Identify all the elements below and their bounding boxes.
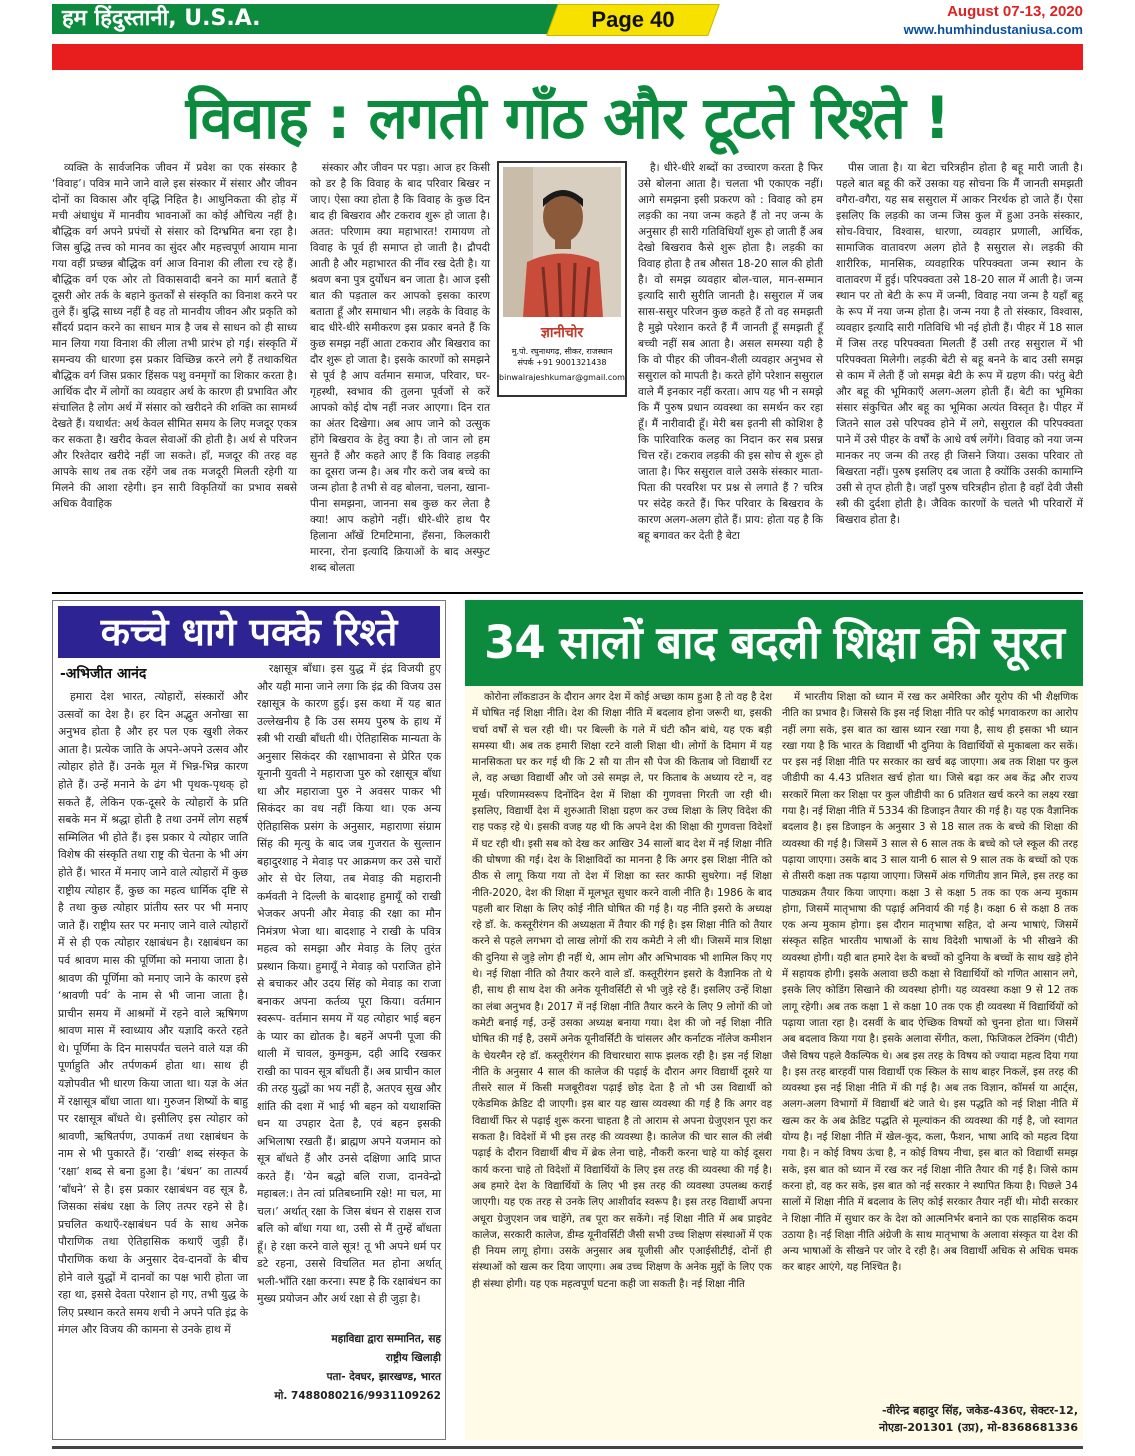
article3-sig-line1: -वीरेन्द्र बहादुर सिंह, जकेड-436ए, सेक्टर-12,	[881, 1404, 1078, 1417]
author-address: मु.पो. रघुनाथगढ़, सीकर, राजस्थान	[511, 347, 613, 356]
article2-col2	[257, 660, 441, 1305]
author-address-contact	[499, 346, 625, 368]
main-headline: विवाह : लगती गाँठ और टूटते रिश्ते !	[185, 84, 950, 152]
article3-headline: 34 सालों बाद बदली शिक्षा की सूरत	[465, 600, 1083, 686]
main-col2-text: संस्कार और जीवन पर पड़ा। आज हर किसी को डर है कि विवाह के बाद परिवार बिखर न जाए। ऐसा क्या होता है कि विवाह के कुछ दिन बाद ही बिखराव और टकराव शुरू हो जाता है। अतत: परिणाम क्या महाभारत! रामायण तो विवाह के पूर्व ही समाप्त हो जाती है। द्रौपदी आती है और महाभारत की नींव रख देती है। या श्रवण बना पुत्र दुर्योधन बन जाता है। आज इसी बात की पड़ताल कर आपको इसका कारण बताता हूँ और समाधान भी। लड़के के विवाह के बाद धीरे-धीरे समीकरण इस प्रकार बनते हैं कि कुछ समझ नहीं आता टकराव और बिखराव का दौर शुरू हो जाता है। इसके कारणों को समझने से पूर्व है आप वर्तमान समाज, परिवार, घर-गृहस्थी, स्वभाव की तुलना पूर्वजों से करें आपको कोई दोष नहीं नजर आएगा। दिन रात का अंतर दिखेगा। अब आप जाने को उत्सुक होंगे बिखराव के हेतु क्या है। तो जान लो हम सुनते हैं और कहते आए हैं कि विवाह लड़की का दूसरा जन्म है। अब गौर करो जब बच्चे का जन्म होता है तभी से वह बोलना, चलना, खाना-पीना समझना, जानना सब कुछ कर लेता है क्या! आप कहोगे नहीं। धीरे-धीरे हाथ पैर हिलाना आँखें टिमटिमाना, हँसना, किलकारी मारना, रोना इत्यादि क्रियाओं के बाद अस्फुट शब्द बोलता	[310, 162, 490, 574]
main-article-col2	[310, 160, 490, 588]
author-contact: संपर्क +91 9001321438	[517, 358, 607, 367]
author-photo	[503, 167, 621, 317]
page-label: Page 40	[591, 7, 675, 32]
article3-col2	[782, 690, 1078, 1400]
article3-col1-text: कोरोना लॉकडाउन के दौरान अगर देश में कोई अच्छा काम हुआ है तो वह है देश में घोषित नई शिक्षा नीति। देश की शिक्षा नीति में बदलाव होना जरूरी था, इसकी चर्चा वर्षों से चल रही थी। पर बिल्ली के गले में घंटी कौन बांधे, यह एक बड़ी समस्या थी। अब तक हमारी शिक्षा रटने वाली शिक्षा थी। लोगों के दिमाग में यह मानसिकता घर कर गई थी कि 2 सौ या तीन सौ पेज की किताब जो विद्यार्थी रट ले, वह अच्छा विद्यार्थी और जो उसे समझ ले, पर किताब के अध्याय रटे न, वह मूर्ख। परिणामस्वरूप दिनोंदिन देश में शिक्षा की गुणवत्ता गिरती जा रही थी। इसलिए, विद्यार्थी देश में शुरुआती शिक्षा ग्रहण कर उच्च शिक्षा के लिए विदेश की राह पकड़ रहे थे। इसकी वजह यह थी कि अपने देश की शिक्षा की गुणवत्ता विदेशों में घट रही थी। इसी सब को देख कर आखिर 34 सालों बाद देश में नई शिक्षा नीति की घोषणा की गई। देश के शिक्षाविदों का मानना है कि अगर इस शिक्षा नीति को ठीक से लागू किया गया तो देश में शिक्षा का स्तर काफी सुधरेगा। नई शिक्षा नीति-2020, देश की शिक्षा में मूलभूत सुधार करने वाली नीति है। 1986 के बाद पहली बार शिक्षा के लिए कोई नीति घोषित की गई है। यह नीति इसरो के अध्यक्ष रहे डाॅ. के. कस्तूरीरंगन की अध्यक्षता में तैयार की गई है। इस शिक्षा नीति को तैयार करने से पहले लगभग दो लाख लोगों की राय कमेटी ने ली थी। जिसमें मात्र शिक्षा की दुनिया से जुड़े लोग ही नहीं थे, आम लोग और अभिभावक भी शामिल किए गए थे। नई शिक्षा नीति को तैयार करने वाले डाॅ. कस्तूरीरंगन इसरो के वैज्ञानिक तो थे ही, साथ ही साथ देश की अनेक यूनीवर्सिटी से भी जुड़े रहे हैं। इसलिए उन्हें शिक्षा का लंबा अनुभव है। 2017 में नई शिक्षा नीति तैयार करने के लिए 9 लोगों की जो कमेटी बनाई गई, उन्हें उसका अध्यक्ष बनाया गया। देश की जो नई शिक्षा नीति घोषित की गई है, उसमें अनेक यूनीवर्सिटी के चांसलर और कर्नाटक नॉलेज कमीशन के चेयरमैन रहे डाॅ. कस्तूरीरंगन की विचारधारा साफ झलक रही है। इस नई शिक्षा नीति के अनुसार 4 साल की कालेज की पढ़ाई के दौरान अगर विद्यार्थी दूसरे या तीसरे साल में किसी मजबूरीवश पढ़ाई छोड़ देता है तो भी उस विद्यार्थी को एकेडमिक क्रेडिट दी जाएगी। इस बार यह खास व्यवस्था की गई है कि अगर वह विद्यार्थी फिर से पढ़ाई शुरू करना चाहता है तो आराम से अपना ग्रेजुएशन पूरा कर सकता है। विदेशों में भी इस तरह की व्यवस्था है। कालेज की चार साल की लंबी पढ़ाई के दौरान विद्यार्थी बीच में ब्रेक लेना चाहे, नौकरी करना चाहे या कोई दूसरा कार्य करना चाहे तो विदेशों में विद्यार्थियों के लिए इस तरह की व्यवस्था की गई है। अब हमारे देश के विद्यार्थियों के लिए भी इस तरह की व्यवस्था उपलब्ध कराई जाएगी। यह एक तरह से उनके लिए आशीर्वाद स्वरूप है। इस तरह विद्यार्थी अपना अधूरा ग्रेजुएशन जब चाहेंगे, तब पूरा कर सकेंगे। नई शिक्षा नीति में अब प्राइवेट कालेज, सरकारी कालेज, डीम्ड यूनीवर्सिटी जैसी सभी उच्च शिक्षण संस्थाओं में एक ही नियम लागू होगा। उसके अनुसार अब यूजीसी और एआईसीटीई, दोनों ही संस्थाओं को खत्म कर दिया जाएगा। अब उच्च शिक्षण के अनेक मुद्दों के लिए एक ही संस्था होगी। यह एक महत्वपूर्ण घटना कही जा सकती है। नई शिक्षा नीति	[472, 692, 772, 1290]
section-divider	[52, 592, 1083, 594]
bottom-rule	[52, 1446, 1083, 1449]
paper-name: हम हिंदुस्तानी, U.S.A.	[52, 4, 572, 34]
article2-sig-line2: राष्ट्रीय खिलाड़ी	[385, 1352, 441, 1364]
main-article-col1	[52, 160, 297, 588]
article2-col1	[58, 688, 248, 1436]
article2-sig-line3: पता- देवघर, झारखण्ड, भारत	[326, 1371, 441, 1383]
author-email: binwalrajeshkumar@gmail.com	[499, 373, 625, 382]
red-banner	[52, 44, 1083, 70]
author-name: ज्ञानीचोर	[540, 325, 584, 341]
article2-sig-line1: महाविद्या द्वारा सम्मानित, सह	[331, 1333, 441, 1345]
main-col3-text: है। धीरे-धीरे शब्दों का उच्चारण करता है फिर उसे बोलना आता है। चलता भी एकाएक नहीं। आगे समझना इसी प्रकरण को : विवाह को हम लड़की का नया जन्म कहते हैं तो नए जन्म के अनुसार ही सारी गतिविधियाँ शुरू हो जाती हैं अब देखो बिखराव कैसे शुरू होता है। लड़की का विवाह होता है तब औसत 18-20 साल की होती है। वो समझ व्यवहार बोल-चाल, मान-सम्मान इत्यादि सारी सुरीति जानती है। ससुराल में जब सास-ससुर परिजन कुछ कहते हैं तो वह समझती है मुझे परेशान करते हैं मैं जानती हूँ समझती हूँ बच्ची नहीं सब आता है। असल समस्या यही है कि वो पीहर की जीवन-शैली व्यवहार अनुभव से ससुराल को मापती है। करते होंगे परेशान ससुराल वाले मैं इनकार नहीं करता। आप यह भी न समझे कि मैं पुरुष प्रधान व्यवस्था का समर्थन कर रहा हूँ। मैं नारीवादी हूँ। मेरी बस इतनी सी कोशिश है कि पारिवारिक कलह का निदान कर सब प्रसन्न चित्त रहें। टकराव लड़की की इस सोच से शुरू हो जाता है। फिर ससुराल वाले उसके संस्कार माता-पिता की परवरिश पर प्रश्न से लगाते हैं ? चरित्र पर संदेह करते हैं। फिर परिवार के बिखराव के कारण अलग-अलग होते हैं। प्राय: होता यह है कि बहू बगावत कर देती है बेटा	[638, 162, 823, 542]
issue-date: August 07-13, 2020	[947, 3, 1083, 20]
author-photo-box	[497, 161, 627, 397]
article2-sig-line4: मो. 7488080216/9931109262	[274, 1390, 441, 1402]
article3-sig-line2: नोएडा-201301 (उप्र), मो-8368681336	[879, 1421, 1078, 1434]
website-link[interactable]: www.humhindustaniusa.com	[903, 22, 1083, 37]
article3-col1	[472, 690, 772, 1436]
main-col1-text: व्यक्ति के सार्वजनिक जीवन में प्रवेश का एक संस्कार है ‘विवाह’। पवित्र माने जाने वाले इस संस्कार में संसार और जीवन दोनों का विकास और वृद्धि निहित है। आधुनिकता की होड़ में मची अंधाधुंध में मानवीय भावनाओं का कोई औचित्य नहीं है। बौद्धिक वर्ग अपने प्रपंचों से संसार को दिग्भ्रमित बना रहा है। जिस बुद्धि तत्त्व को मानव का सुंदर और महत्त्वपूर्ण आयाम माना गया वहीं प्रच्छन्न बौद्धिक वर्ग आज विनाश की लीला रच रहे हैं। बौद्धिक वर्ग एक ओर तो विकासवादी बनने का मार्ग बताते हैं दूसरी ओर तर्क के बहाने कुतर्कों से संस्कृति का विनाश करने पर तुले हैं। बुद्धि साध्य नहीं है वह तो मानवीय जीवन और प्रकृति को सौंदर्य प्रदान करने का साधन मात्र है जब से साधन को ही साध्य मान लिया गया विनाश की लीला तभी प्रारंभ हो गई। संस्कृति में समन्वय की धारणा इस प्रकार विच्छिन्न करने लगे हैं तथाकथित बौद्धिक वर्ग जिस प्रकार हिंसक पशु वनमृगों का शिकार करता है। आर्थिक दौर में लोगों का व्यवहार अर्थ के कारण ही प्रभावित और संचालित है लोग अर्थ में संसार को खरीदने की शक्ति का सामर्थ्य देखते हैं। यथार्थत: अर्थ केवल सीमित समय के लिए मजदूर एकत्र कर सकता है। खरीद केवल सेवाओं की होती है। अर्थ से परिजन और रिश्तेदार खरीदे नहीं जा सकते। हाँ, मजदूर की तरह वह आपके साथ तब तक रहेंगे जब तक मजदूरी मिलती रहेगी या मिलने की आशा रहेगी। इन सारी विकृतियों का प्रभाव सबसे अधिक वैवाहिक	[52, 162, 297, 510]
page-label-box	[546, 4, 720, 36]
article2-byline: -अभिजीत आनंद	[60, 666, 147, 682]
article3-col2-text: में भारतीय शिक्षा को ध्यान में रख कर अमेरिका और यूरोप की भी शैक्षणिक नीति का प्रभाव है। जिससे कि इस नई शिक्षा नीति पर कोई भगवाकरण का आरोप नहीं लगा सके, इस बात का खास ध्यान रखा गया है, साथ ही इसका भी ध्यान रखा गया है कि भारत के विद्यार्थी भी दुनिया के विद्यार्थियों से मुकाबला कर सकें। पर इस नई शिक्षा नीति पर सरकार का खर्च बढ़ जाएगा। अब तक शिक्षा पर कुल जीडीपी का 4.43 प्रतिशत खर्च होता था। जिसे बढ़ा कर अब केंद्र और राज्य सरकारें मिला कर शिक्षा पर कुल जीडीपी का 6 प्रतिशत खर्च करने का लक्ष्य रखा गया है। नई शिक्षा नीति में 5334 की डिजाइन तैयार की गई है। यह एक वैज्ञानिक बदलाव है। इस डिजाइन के अनुसार 3 से 18 साल तक के बच्चे की शिक्षा की व्यवस्था की गई है। जिसमें 3 साल से 6 साल तक के बच्चे को प्ले स्कूल की तरह पढ़ाया जाएगा। उसके बाद 3 साल यानी 6 साल से 9 साल तक के बच्चों को एक से तीसरी कक्षा तक पढ़ाया जाएगा। जिसमें अंक गणितीय ज्ञान मिले, इस तरह का पाठ्यक्रम तैयार किया जाएगा। कक्षा 3 से कक्षा 5 तक का एक अन्य मुकाम होगा, जिसमें मातृभाषा की पढ़ाई अनिवार्य की गई है। कक्षा 6 से कक्षा 8 तक एक अन्य मुकाम होगा। इस दौरान मातृभाषा सहित, दो अन्य भाषाएं, जिसमें संस्कृत सहित भारतीय भाषाओं के साथ विदेशी भाषाओं के भी सीखने की व्यवस्था होगी। यही बात हमारे देश के बच्चों को दुनिया के बच्चों के साथ खड़े होने में सहायक होगी। इसके अलावा छठी कक्षा से विद्यार्थियों को गणित आसान लगे, इसके लिए कोडिंग सिखाने की व्यवस्था होगी। यह व्यवस्था कक्षा 9 से 12 तक लागू रहेगी। अब तक कक्षा 1 से कक्षा 10 तक एक ही व्यवस्था में विद्यार्थियों को पढ़ाया जाता रहा है। दसवीं के बाद ऐच्छिक विषयों को चुनना होता था। जिसमें अब बदलाव किया गया है। इसके अलावा सेंगीत, कला, फिजिकल टेक्निंग (पीटी) जैसे विषय पहले वैकल्पिक थे। अब इस तरह के विषय को ज्यादा महत्व दिया गया है। इस तरह बारहवीं पास विद्यार्थी एक स्किल के साथ बाहर निकलें, इस तरह की व्यवस्था इस नई शिक्षा नीति में की गई है। अब तक विज्ञान, कॉमर्स या आर्ट्स, अलग-अलग विभागों में विद्यार्थी बंटे जाते थे। इस पद्धति को नई शिक्षा नीति में खत्म कर के अब क्रेडिट पद्धति से मूल्यांकन की व्यवस्था की गई है, जो स्वागत योग्य है। नई शिक्षा नीति में खेल-कूद, कला, फैशन, भाषा आदि को महत्व दिया गया है। न कोई विषय ऊंचा है, न कोई विषय नीचा, इस बात को विद्यार्थी समझ सके, इस बात को ध्यान में रख कर नई शिक्षा नीति तैयार की गई है। जिसे काम करना हो, वह कर सके, इस बात को नई सरकार ने स्थापित किया है। पिछले 34 सालों में शिक्षा नीति में बदलाव के लिए कोई सरकार तैयार नहीं थी। मोदी सरकार ने शिक्षा नीति में सुधार कर के देश को आत्मनिर्भर बनाने का एक साहसिक कदम उठाया है। नई शिक्षा नीति अंग्रेजी के साथ मातृभाषा के अलावा संस्कृत या देश की अन्य भाषाओं के सीखने पर जोर दे रही है। अब विद्यार्थी अधिक से अधिक चमक कर बाहर आएंगे, यह निश्चित है।	[782, 692, 1078, 1274]
main-article-col4	[836, 160, 1083, 588]
main-col4-text: पीस जाता है। या बेटा चरित्रहीन होता है बहू मारी जाती है। पहले बात बहू की करें उसका यह सोचना कि मैं जानती समझती वगैरा-वगैरा, यह सब ससुराल में आकर निरर्थक हो जाते हैं। ऐसा इसलिए कि लड़की का जन्म जिस कुल में हुआ उनके संस्कार, सोच-विचार, विश्वास, धारणा, व्यवहार प्रणाली, आर्थिक, सामाजिक वातावरण अलग होते है ससुराल से। लड़की की शारीरिक, मानसिक, व्यवहारिक परिपक्वता जन्म स्थान के वातावरण में हुई। परिपक्वता उसे 18-20 साल में आती है। जन्म स्थान पर तो बेटी के रूप में जन्मी, विवाह नया जन्म है यहाँ बहू के रूप में नया जन्म होता है। जन्म नया है तो संस्कार, विश्वास, व्यवहार इत्यादि सारी गतिविधि भी नई होती हैं। पीहर में 18 साल में जिस तरह परिपक्वता मिलती हैं उसी तरह ससुराल में भी परिपक्वता मिलेगी। लड़की बेटी से बहू बनने के बाद उसी समझ से काम में लेती हैं जो समझ बेटी के रूप में ग्रहण की। परंतु बेटी और बहू की भूमिकाएँ अलग-अलग होती हैं। बेटी का भूमिका संसार संकुचित और बहू का भूमिका अत्यंत विस्तृत है। पीहर में जितने साल उसे परिपक्व होने में लगे, ससुराल की परिपक्वता पाने में उसे पीहर के वर्षों के आधे वर्ष लगेंगे। विवाह को नया जन्म मानकर नए जन्म की तरह ही जिसने जिया। उसका परिवार तो बिखरता नहीं। पुरुष इसलिए दब जाता है क्योंकि उसकी कामाग्नि उसी से तृप्त होती है। जहाँ पुरुष चरित्रहीन होता है वहाँ देवी जैसी स्त्री की दुर्दशा होती है। जैविक कारणों के चलते भी परिवारों में बिखराव होता है।	[836, 162, 1083, 526]
article2-col1-text: हमारा देश भारत, त्योहारों, संस्कारों और उत्सवों का देश है। हर दिन अद्भुत अनोखा सा अनुभव होता है और हर पल एक खुशी लेकर आता है। प्रत्येक जाति के अपने-अपने उत्सव और त्योहार होते हैं। उनके मूल में भिन्न-भिन्न कारण होते हैं। उन्हें मनाने के ढंग भी पृथक-पृथक् हो सकते हैं, लेकिन एक-दूसरे के त्योहारों के प्रति सबके मन में श्रद्धा होती है तथा उनमें लोग सहर्ष सम्मिलित भी होते हैं। इस प्रकार ये त्योहार जाति विशेष की संस्कृति तथा राष्ट्र की चेतना के भी अंग होते हैं। भारत में मनाए जाने वाले त्योहारों में कुछ राष्ट्रीय त्योहार हैं, कुछ का महत्व धार्मिक दृष्टि से है तथा कुछ त्योहार प्रांतीय स्तर पर भी मनाए जाते हैं। राष्ट्रीय स्तर पर मनाए जाने वाले त्योहारों में से ही एक त्योहार रक्षाबंधन है। रक्षाबंधन का पर्व श्रावण मास की पूर्णिमा को मनाया जाता है। श्रावण की पूर्णिमा को मनाए जाने के कारण इसे ‘श्रावणी पर्व’ के नाम से भी जाना जाता है। प्राचीन समय में आश्रमों में रहने वाले ऋषिगण श्रावण मास में स्वाध्याय और यज्ञादि करते रहते थे। पूर्णिमा के दिन मासपर्यंत चलने वाले यज्ञ की पूर्णाहुति और तर्पणकर्म होता था। साथ ही यज्ञोपवीत भी धारण किया जाता था। यज्ञ के अंत में रक्षासूत्र बाँधा जाता था। गुरुजन शिष्यों के बाहु पर रक्षासूत्र बाँधते थे। इसीलिए इस त्योहार को श्रावणी, ऋषितर्पण, उपाकर्म तथा रक्षाबंधन के नाम से भी पुकारते हैं। ‘राखी’ शब्द संस्कृत के ‘रक्षा’ शब्द से बना हुआ है। ‘बंधन’ का तात्पर्य ‘बाँधने’ से है। इस प्रकार रक्षाबंधन वह सूत्र है, जिसका संबंध रक्षा के लिए तत्पर रहने से है। प्रचलित कथाएँ-रक्षाबंधन पर्व के साथ अनेक पौराणिक तथा ऐतिहासिक कथाएँ जुड़ी हैं। पौराणिक कथा के अनुसार देव-दानवों के बीच होने वाले युद्धों में दानवों का पक्ष भारी होता जा रहा था, इससे देवता परेशान हो गए, तभी युद्ध के लिए प्रस्थान करते समय शची ने अपने पति इंद्र के मंगल और विजय की कामना से उनके हाथ में	[58, 690, 248, 1337]
masthead	[0, 0, 1135, 40]
article2-col2-text: रक्षासूत्र बाँधा। इस युद्ध में इंद्र विजयी हुए और यही माना जाने लगा कि इंद्र की विजय उस रक्षासूत्र के कारण हुई। इस कथा में यह बात उल्लेखनीय है कि उस समय पुरुष के हाथ में स्त्री भी राखी बाँधती थी। ऐतिहासिक मान्यता के अनुसार सिकंदर की रक्षाभावना से प्रेरित एक यूनानी युवती ने महाराजा पुरु को रक्षासूत्र बाँधा था और महाराजा पुरु ने अवसर पाकर भी सिकंदर का वध नहीं किया था। एक अन्य ऐतिहासिक प्रसंग के अनुसार, महाराणा संग्राम सिंह की मृत्यु के बाद जब गुजरात के सुल्तान बहादुरशाह ने मेवाड़ पर आक्रमण कर उसे चारों ओर से घेर लिया, तब मेवाड़ की महारानी कर्मवती ने दिल्ली के बादशाह हुमायूँ को राखी भेजकर अपनी और मेवाड़ की रक्षा का मौन निमंत्रण भेजा था। बादशाह ने राखी के पवित्र महत्व को समझा और मेवाड़ के लिए तुरंत प्रस्थान किया। हुमायूँ ने मेवाड़ को पराजित होने से बचाकर और उदय सिंह को मेवाड़ का राजा बनाकर अपना कर्तव्य पूरा किया। वर्तमान स्वरूप- वर्तमान समय में यह त्योहार भाई बहन के प्यार का द्योतक है। बहनें अपनी पूजा की थाली में चावल, कुमकुम, दही आदि रखकर राखी का पावन सूत्र बाँधती हैं। अब प्राचीन काल की तरह युद्धों का भय नहीं है, अतएव सुख और शांति की दशा में भाई भी बहन को यथाशक्ति धन या उपहार देता है, एवं बहन इसकी अभिलाषा रखती हैं। ब्राह्मण अपने यजमान को सूत्र बाँधते हैं और उनसे दक्षिणा आदि प्राप्त करते हैं। ‘येन बद्धो बलि राजा, दानवेन्द्रो महाबल:। तेन त्वां प्रतिबध्नामि रक्षे! मा चल, मा चल।’ अर्थात् रक्षा के जिस बंधन से राक्षस राज बलि को बाँधा गया था, उसी से मैं तुम्हें बाँधता हूँ। हे रक्षा करने वाले सूत्र! तू भी अपने धर्म पर डटे रहना, उससे विचलित मत होना अर्थात् भली-भाँति रक्षा करना। स्पष्ट है कि रक्षाबंधन का मुख्य प्रयोजन और अर्थ रक्षा से ही जुड़ा है।	[257, 662, 441, 1305]
article3-signature	[782, 1402, 1078, 1438]
main-article-col3	[638, 160, 823, 588]
article2-signature	[257, 1330, 441, 1430]
article2-headline: कच्चे धागे पक्के रिश्ते	[58, 606, 440, 658]
